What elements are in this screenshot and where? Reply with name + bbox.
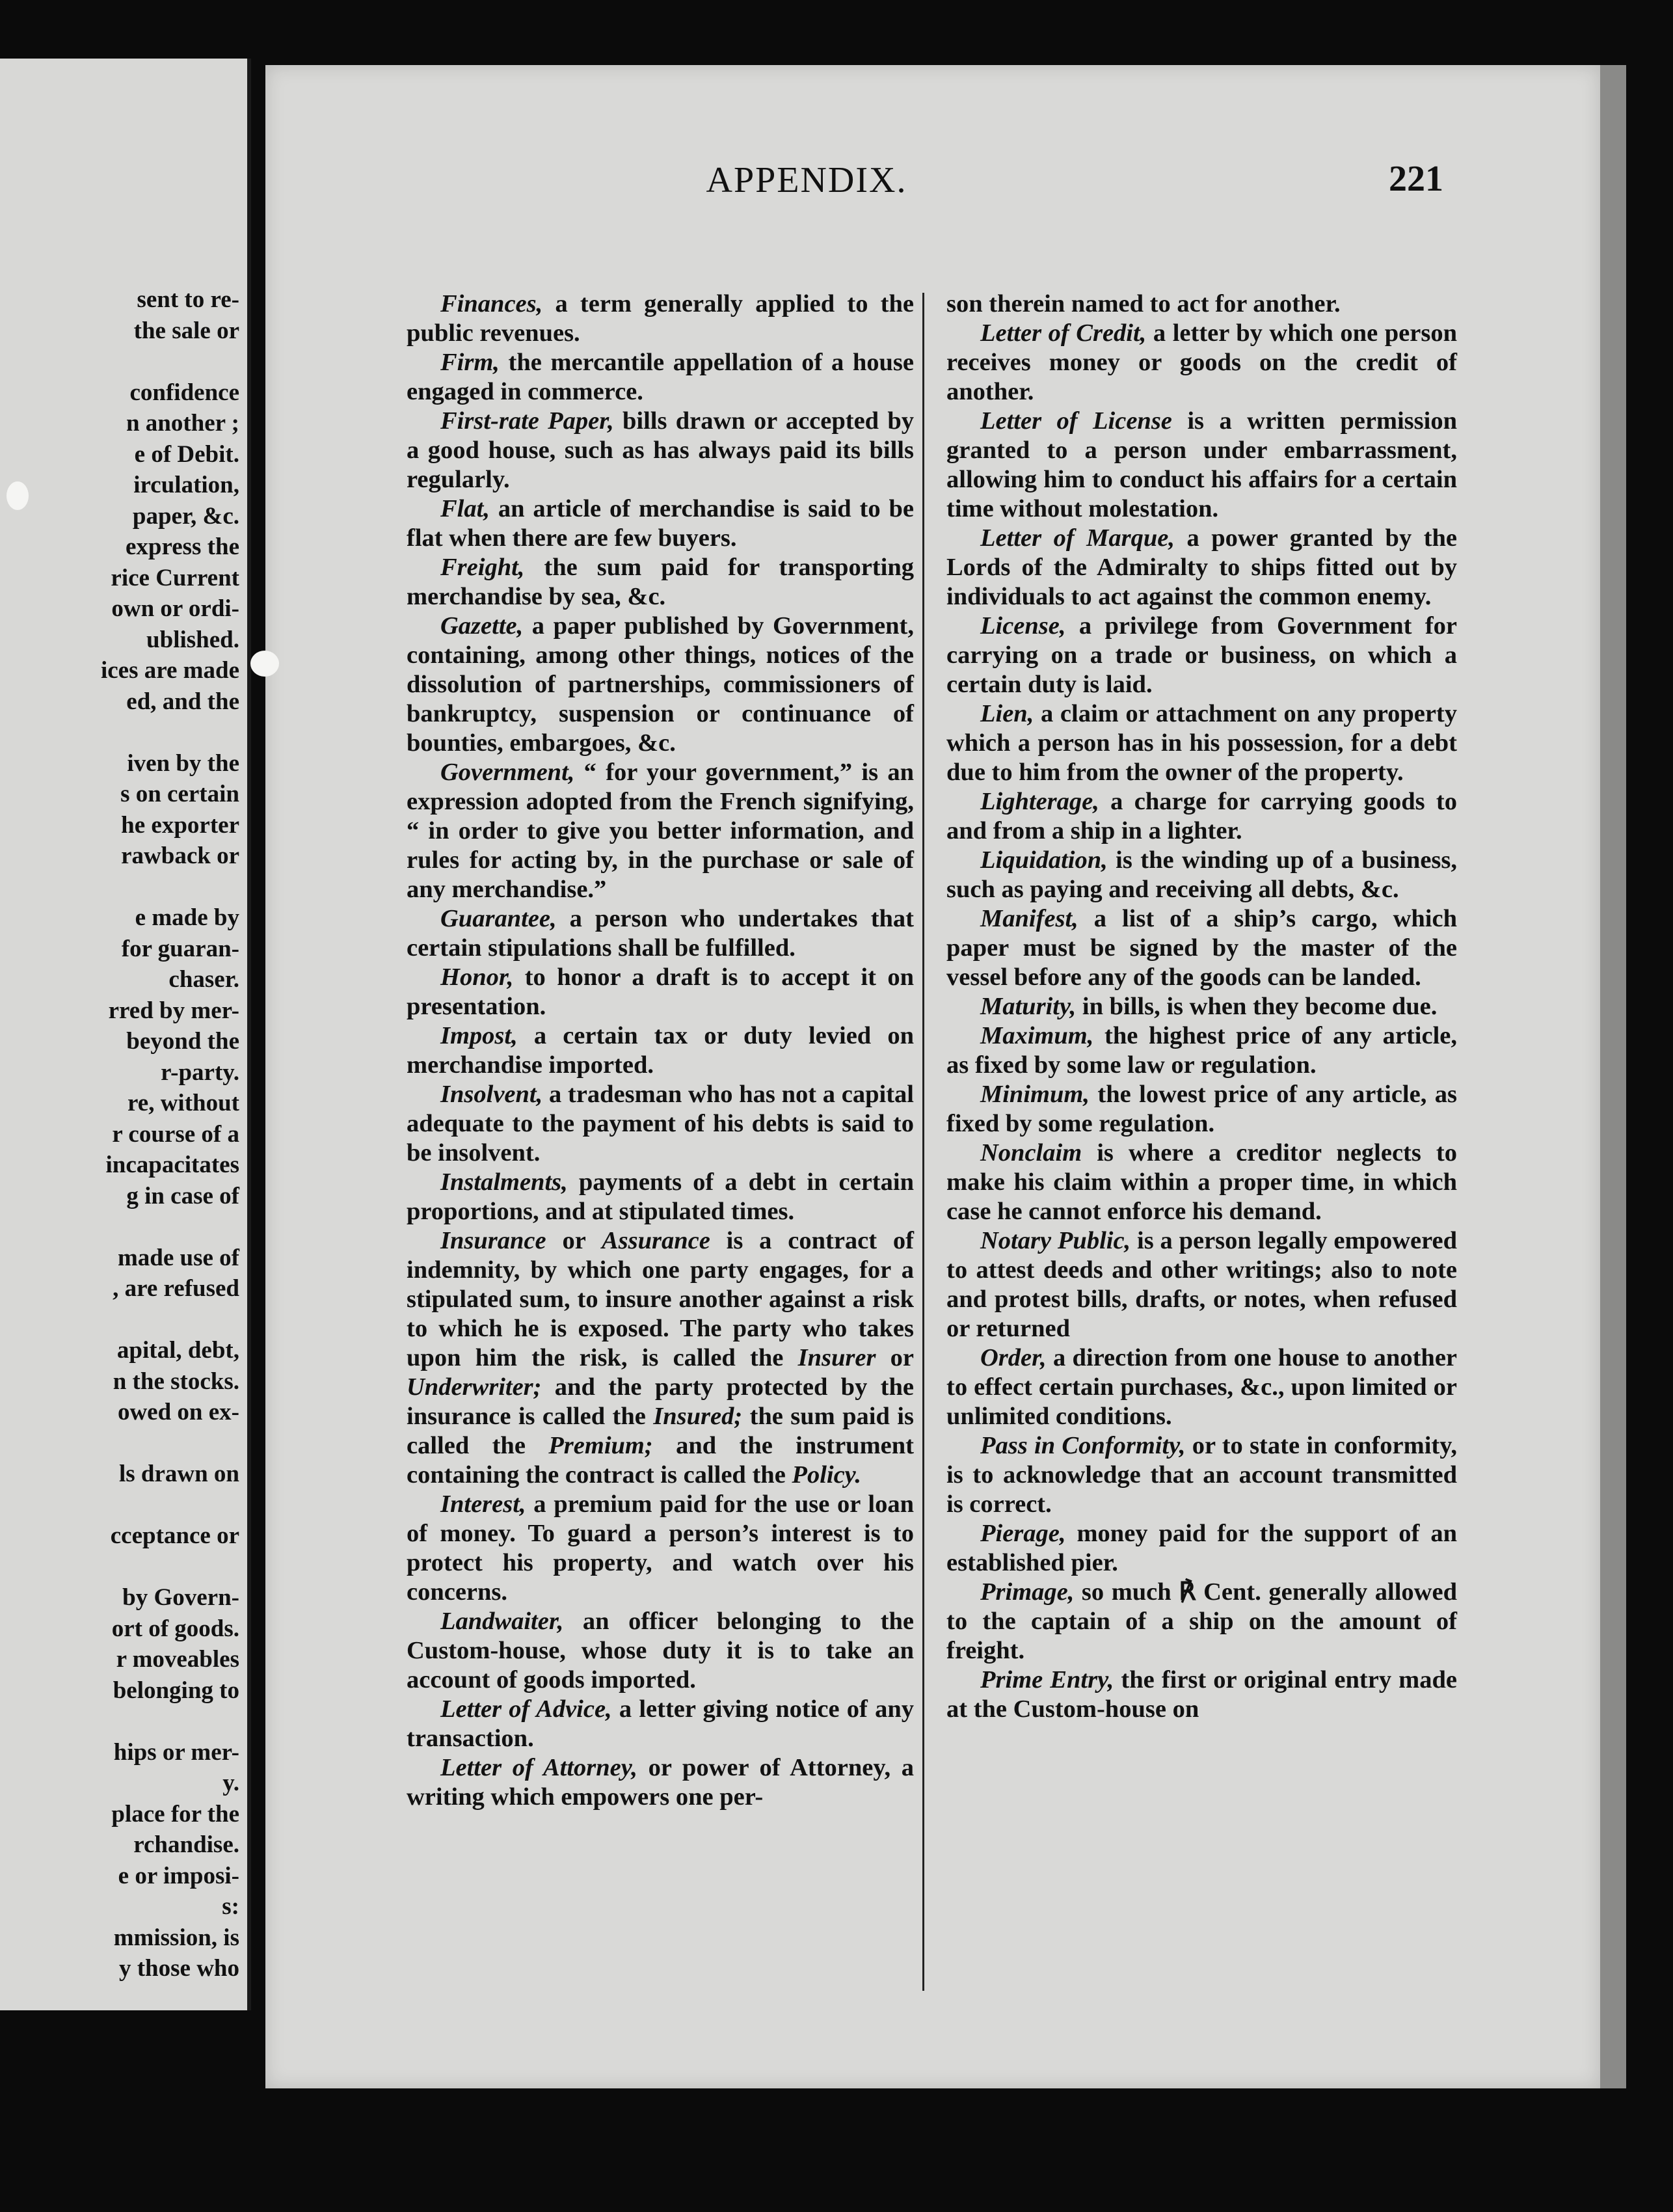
entry-definition: to honor a draft is to accept it on presentation. <box>407 964 914 1020</box>
entry-definition: or <box>876 1344 914 1371</box>
page-number: 221 <box>1389 159 1443 199</box>
entry-definition: a charge for carrying goods to and from a ship in a lighter. <box>946 788 1457 844</box>
glossary-entry <box>946 1666 1457 1724</box>
fragment-line <box>0 718 247 748</box>
entry-term: Pierage, <box>980 1520 1066 1547</box>
entry-definition: an officer belonging to the Custom-house, whose duty it is to take an account of goods imported. <box>407 1608 914 1693</box>
fragment-line: for guaran- <box>121 935 239 962</box>
glossary-entry <box>946 524 1457 612</box>
fragment-line: e of Debit. <box>134 440 239 468</box>
fragment-line <box>0 1305 247 1335</box>
entry-term: Finances, <box>440 290 543 317</box>
glossary-entry <box>407 1753 914 1812</box>
glossary-entry <box>946 992 1457 1021</box>
entry-definition: a power granted by the Lords of the Admiralty to ships fitted out by individuals to act against the common enemy. <box>946 524 1458 610</box>
entry-term: Maturity, <box>980 993 1077 1020</box>
fragment-line: confidence <box>129 379 239 406</box>
entry-term: Letter of Credit, <box>980 319 1147 347</box>
fragment-line: e made by <box>135 904 239 931</box>
entry-term: Insurer <box>797 1344 876 1371</box>
fragment-line: n another ; <box>126 410 239 437</box>
fragment-line: irculation, <box>133 472 239 498</box>
entry-term: Insured; <box>653 1403 743 1430</box>
fragment-line <box>0 347 247 377</box>
glossary-entry <box>407 904 914 963</box>
fragment-line: the sale or <box>133 317 239 344</box>
glossary-entry <box>407 963 914 1021</box>
entry-definition: an article of merchandise is said to be flat when there are few buyers. <box>407 495 914 552</box>
page-edge <box>1600 65 1626 2088</box>
glossary-entry <box>946 407 1457 524</box>
entry-term: Order, <box>980 1344 1047 1371</box>
entry-definition: and the party protected by the insurance is called the <box>407 1373 914 1430</box>
fragment-line: y those who <box>118 1955 239 1982</box>
entry-definition: and the instrument containing the contract is called the <box>407 1432 914 1489</box>
entry-term: Honor, <box>440 964 514 991</box>
entry-term: Insolvent, <box>440 1081 543 1108</box>
entry-definition: a privilege from Government for carrying on a trade or business, on which a certain duty is laid. <box>946 612 1457 698</box>
entry-definition: a premium paid for the use or loan of money. To guard a person’s interest is to protect his property, and watch over his concerns. <box>407 1490 914 1606</box>
fragment-line <box>0 1212 247 1242</box>
glossary-entry <box>946 612 1457 699</box>
glossary-entry <box>946 1343 1457 1431</box>
glossary-entry <box>946 290 1457 319</box>
glossary-entry <box>946 846 1457 904</box>
fragment-line <box>0 1706 247 1736</box>
entry-term: Guarantee, <box>440 905 557 932</box>
glossary-entry <box>946 1139 1457 1226</box>
fragment-line <box>0 872 247 902</box>
fragment-line: chaser. <box>168 966 239 993</box>
fragment-line <box>0 1552 247 1582</box>
fragment-line: r-party. <box>161 1059 239 1086</box>
entry-term: Liquidation, <box>980 846 1108 874</box>
glossary-entry <box>407 494 914 553</box>
entry-definition: or <box>546 1227 602 1254</box>
glossary-entry <box>946 319 1457 407</box>
fragment-line: paper, &c. <box>132 502 239 530</box>
entry-definition: is where a creditor neglects to make his claim within a proper time, in which case he cannot enforce his demand. <box>946 1139 1457 1225</box>
fragment-line: ublished. <box>146 626 239 653</box>
facing-page-fragment <box>0 59 251 2010</box>
fragment-line: beyond the <box>126 1028 239 1055</box>
glossary-entry <box>407 758 914 904</box>
column-divider <box>922 293 924 1991</box>
entry-term: Letter of License <box>980 407 1172 435</box>
entry-term: Letter of Attorney, <box>440 1754 638 1781</box>
entry-definition: or to state in conformity, is to acknowledge that an account transmitted is correct. <box>946 1432 1457 1518</box>
glossary-entry <box>946 1578 1457 1666</box>
entry-term: Lighterage, <box>980 788 1099 815</box>
entry-term: Lien, <box>980 700 1034 727</box>
fragment-line: apital, debt, <box>116 1337 239 1364</box>
glossary-entry <box>946 1226 1457 1343</box>
entry-term: Landwaiter, <box>440 1608 564 1635</box>
entry-term: Minimum, <box>980 1081 1090 1108</box>
entry-definition: payments of a debt in certain proportions, and at stipulated times. <box>407 1168 914 1225</box>
fragment-line: owed on ex- <box>117 1399 239 1425</box>
entry-term: Underwriter; <box>407 1373 542 1401</box>
fragment-line: made use of <box>117 1244 239 1271</box>
fragment-line: rice Current <box>111 564 239 591</box>
entry-term: Nonclaim <box>980 1139 1082 1167</box>
entry-definition: son therein named to act for another. <box>946 290 1341 317</box>
fragment-line: s on certain <box>120 781 239 807</box>
entry-term: Maximum, <box>980 1022 1094 1049</box>
entry-definition: the mercantile appellation of a house engaged in commerce. <box>407 349 914 405</box>
fragment-line <box>0 1429 247 1459</box>
entry-definition: the sum paid for transporting merchandise by sea, &c. <box>407 554 914 610</box>
fragment-line: iven by the <box>127 749 239 777</box>
entry-term: Freight, <box>440 554 525 581</box>
entry-term: Firm, <box>440 349 500 376</box>
entry-definition: is a contract of indemnity, by which one party engages, for a stipulated sum, to insure another against a risk to which he is exposed. The party who takes upon him the risk, is called the <box>407 1227 914 1371</box>
entry-definition: a term generally applied to the public revenues. <box>407 290 914 347</box>
entry-definition: the lowest price of any article, as fixed by some regulation. <box>946 1081 1457 1137</box>
fragment-line: ls drawn on <box>118 1461 239 1487</box>
entry-term: License, <box>980 612 1066 640</box>
glossary-entry <box>946 1021 1457 1080</box>
glossary-entry <box>407 612 914 758</box>
fragment-line: g in case of <box>126 1182 239 1209</box>
entry-definition: a claim or attachment on any property which a person has in his possession, for a debt due to him from the owner of the property. <box>946 700 1457 786</box>
entry-definition: is a written permission granted to a person under embarrassment, allowing him to conduct his affairs for a certain time without molestation. <box>946 407 1458 522</box>
left-column <box>407 290 914 1812</box>
entry-definition: so much ℟ Cent. generally allowed to the captain of a ship on the amount of freight. <box>946 1578 1457 1664</box>
entry-definition: a letter giving notice of any transaction. <box>407 1695 914 1752</box>
glossary-entry <box>407 290 914 348</box>
entry-term: Primage, <box>980 1578 1075 1606</box>
fragment-line: rchandise. <box>133 1831 239 1858</box>
paper-stain <box>7 481 29 510</box>
glossary-entry <box>407 1168 914 1226</box>
fragment-line: express the <box>125 533 239 560</box>
fragment-line: ed, and the <box>126 688 239 715</box>
entry-term: Assurance <box>601 1227 710 1254</box>
running-head: APPENDIX. <box>706 160 907 200</box>
glossary-entry <box>407 1607 914 1695</box>
glossary-entry <box>946 1519 1457 1578</box>
glossary-entry <box>407 1490 914 1607</box>
entry-definition: “ for your government,” is an expression adopted from the French signifying, “ in order to give you better information, and rules for acting by, in the purchase or sale of any merchandise.” <box>407 759 914 903</box>
entry-definition: a list of a ship’s cargo, which paper must be signed by the master of the vessel before any of the goods can be landed. <box>946 905 1457 991</box>
entry-term: Flat, <box>440 495 490 522</box>
fragment-line: rawback or <box>121 843 239 869</box>
glossary-entry <box>407 553 914 612</box>
entry-term: Prime Entry, <box>980 1666 1114 1693</box>
glossary-entry <box>946 699 1457 787</box>
fragment-line: cceptance or <box>110 1522 239 1549</box>
glossary-entry <box>407 1021 914 1080</box>
glossary-entry <box>946 787 1457 846</box>
fragment-line: s: <box>222 1893 239 1920</box>
entry-term: Notary Public, <box>980 1227 1131 1254</box>
fragment-line: belonging to <box>113 1677 239 1704</box>
fragment-line: y. <box>222 1770 239 1796</box>
entry-definition: bills drawn or accepted by a good house, such as has always paid its bills regularly. <box>407 407 914 493</box>
entry-term: Pass in Conformity, <box>980 1432 1186 1459</box>
glossary-entry <box>407 1695 914 1753</box>
glossary-entry <box>946 1431 1457 1519</box>
glossary-entry <box>407 348 914 407</box>
entry-definition: a letter by which one person receives money or goods on the credit of another. <box>946 319 1457 405</box>
entry-term: First-rate Paper, <box>440 407 614 435</box>
fragment-line: sent to re- <box>137 286 239 313</box>
entry-definition: the sum paid is called the <box>407 1403 914 1459</box>
fragment-line: r moveables <box>116 1646 239 1673</box>
fragment-line <box>0 1490 247 1520</box>
entry-definition: or power of Attorney, a writing which empowers one per- <box>407 1754 914 1811</box>
entry-term: Government, <box>440 759 575 786</box>
entry-term: Letter of Marque, <box>980 524 1175 552</box>
fragment-line: own or ordi- <box>111 595 239 622</box>
glossary-entry <box>946 904 1457 992</box>
glossary-entry <box>407 1080 914 1168</box>
fragment-line: by Govern- <box>122 1584 239 1611</box>
fragment-line: n the stocks. <box>113 1368 239 1395</box>
entry-term: Letter of Advice, <box>440 1695 612 1723</box>
entry-definition: money paid for the support of an established pier. <box>946 1520 1457 1576</box>
fragment-line: r course of a <box>112 1120 239 1148</box>
fragment-line: he exporter <box>121 811 239 839</box>
entry-term: Interest, <box>440 1490 526 1518</box>
entry-definition: a direction from one house to another to effect certain purchases, &c., upon limited or unlimited conditions. <box>946 1344 1457 1430</box>
entry-term: Instalments, <box>440 1168 568 1196</box>
entry-definition: a paper published by Government, containing, among other things, notices of the dissolution of partnerships, commissioners of bankruptcy, suspension or continuance of bounties, embargoes, &c. <box>407 612 914 757</box>
entry-term: Impost, <box>440 1022 518 1049</box>
entry-definition: a certain tax or duty levied on merchandise imported. <box>407 1022 914 1079</box>
glossary-entry <box>407 407 914 494</box>
entry-definition: the highest price of any article, as fixed by some law or regulation. <box>946 1022 1457 1079</box>
entry-definition: is a person legally empowered to attest deeds and other writings; also to note and protest bills, drafts, or notes, when refused or returned <box>946 1227 1457 1342</box>
fragment-line: incapacitates <box>105 1152 239 1178</box>
entry-definition: the first or original entry made at the Custom-house on <box>946 1666 1457 1723</box>
fragment-line: hips or mer- <box>113 1738 239 1766</box>
entry-definition: is the winding up of a business, such as paying and receiving all debts, &c. <box>946 846 1457 903</box>
entry-term: Manifest, <box>980 905 1078 932</box>
entry-definition: a person who undertakes that certain stipulations shall be fulfilled. <box>407 905 914 962</box>
fragment-line: ices are made <box>100 657 239 684</box>
fragment-line: place for the <box>111 1800 239 1828</box>
fragment-line: re, without <box>127 1090 239 1116</box>
entry-definition: a tradesman who has not a capital adequate to the payment of his debts is said to be insolvent. <box>407 1081 914 1167</box>
fragment-line: mmission, is <box>113 1924 239 1951</box>
entry-term: Premium; <box>548 1432 653 1459</box>
right-column <box>946 290 1457 1724</box>
entry-definition: in bills, is when they become due. <box>1076 993 1438 1020</box>
entry-term: Gazette, <box>440 612 524 640</box>
paper-stain <box>250 651 279 677</box>
fragment-line: e or imposi- <box>118 1862 239 1889</box>
fragment-line: rred by mer- <box>108 997 239 1024</box>
glossary-entry-insurance <box>407 1226 914 1490</box>
entry-term: Policy. <box>792 1461 861 1489</box>
entry-term: Insurance <box>440 1227 546 1254</box>
fragment-line: ort of goods. <box>111 1615 239 1642</box>
glossary-entry <box>946 1080 1457 1139</box>
fragment-line: , are refused <box>113 1275 239 1302</box>
